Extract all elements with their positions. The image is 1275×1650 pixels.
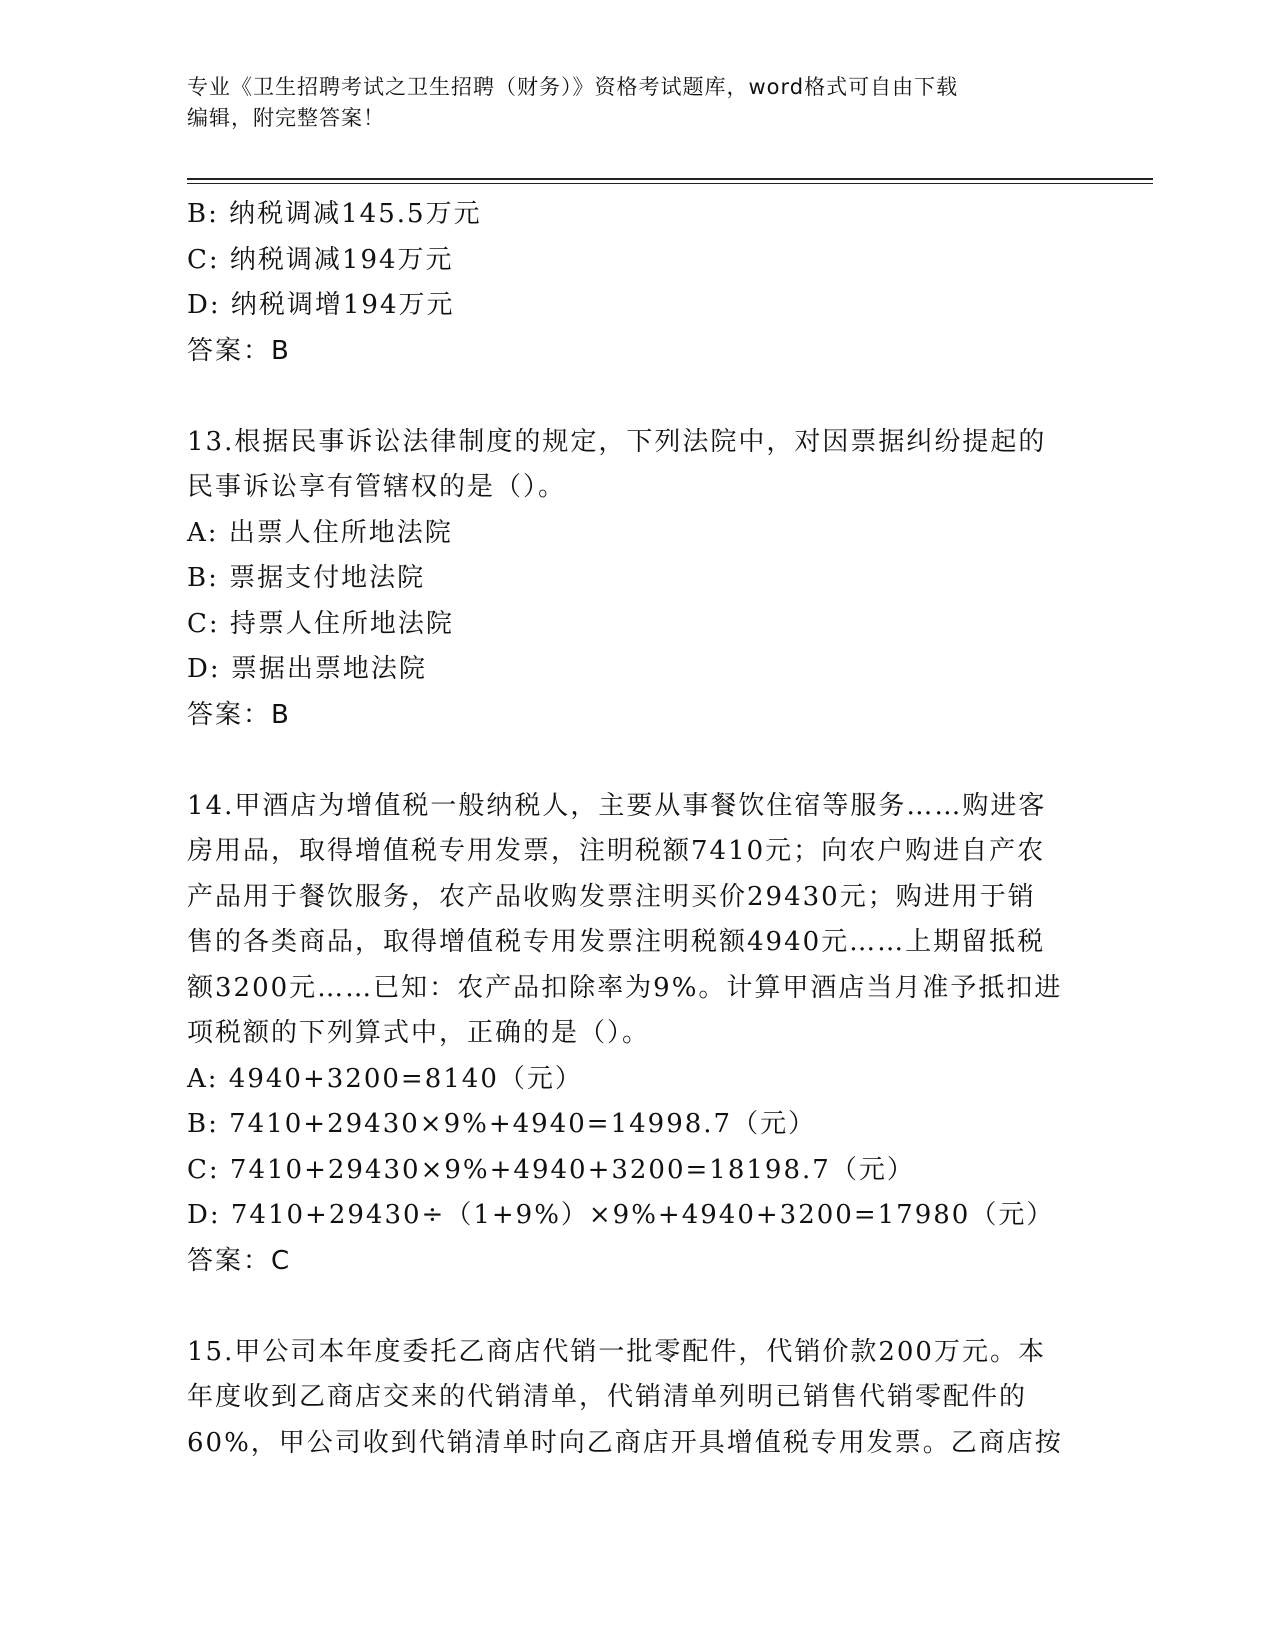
question-text-line: 项税额的下列算式中，正确的是（）。 (187, 1018, 651, 1048)
answer-line: 答案：C (187, 1245, 292, 1276)
option-a: A: 出票人住所地法院 (187, 517, 453, 548)
option-d: D: 纳税调增194万元 (187, 290, 455, 320)
question-text-line: 15.甲公司本年度委托乙商店代销一批零配件，代销价款200万元。本 (187, 1336, 1046, 1367)
question-text-line: 14.甲酒店为增值税一般纳税人，主要从事餐饮住宿等服务……购进客 (187, 790, 1047, 821)
question-15 (187, 1330, 1087, 1467)
spacer (187, 1284, 1087, 1330)
question-text-line: 13.根据民事诉讼法律制度的规定，下列法院中，对因票据纠纷提起的 (187, 426, 1047, 457)
spacer (187, 374, 1087, 420)
header-line-2: 编辑，附完整答案！ (187, 106, 385, 130)
question-14 (187, 784, 1087, 1285)
option-c: C: 7410+29430×9%+4940+3200=18198.7（元） (187, 1154, 915, 1185)
option-b: B: 票据支付地法院 (187, 563, 426, 593)
document-header (187, 72, 1067, 134)
option-d: D: 7410+29430÷（1+9%）×9%+4940+3200=17980（元） (187, 1200, 1055, 1230)
question-text-line: 年度收到乙商店交来的代销清单，代销清单列明已销售代销零配件的 (187, 1382, 1028, 1412)
header-line-1: 专业《卫生招聘考试之卫生招聘（财务）》资格考试题库，word格式可自由下载 (187, 75, 959, 99)
question-text-line: 房用品，取得增值税专用发票，注明税额7410元；向农户购进自产农 (187, 836, 1046, 866)
answer-line: 答案：B (187, 335, 291, 366)
option-d: D: 票据出票地法院 (187, 654, 427, 684)
question-content (187, 192, 1087, 1466)
question-text-line: 额3200元……已知：农产品扣除率为9%。计算甲酒店当月准予抵扣进 (187, 972, 1063, 1003)
option-a: A: 4940+3200=8140（元） (187, 1063, 583, 1094)
question-12 (187, 192, 1087, 374)
question-text-line: 售的各类商品，取得增值税专用发票注明税额4940元……上期留抵税 (187, 927, 1046, 957)
header-divider-thick (187, 178, 1153, 180)
header-divider-thin (187, 183, 1153, 184)
question-text-line: 民事诉讼享有管辖权的是（）。 (187, 472, 567, 502)
option-b: B: 7410+29430×9%+4940=14998.7（元） (187, 1109, 817, 1139)
question-13 (187, 420, 1087, 739)
question-text-line: 60%，甲公司收到代销清单时向乙商店开具增值税专用发票。乙商店按 (187, 1427, 1063, 1458)
option-b: B: 纳税调减145.5万元 (187, 199, 482, 229)
option-c: C: 持票人住所地法院 (187, 608, 454, 639)
answer-line: 答案：B (187, 699, 291, 730)
spacer (187, 738, 1087, 784)
question-text-line: 产品用于餐饮服务，农产品收购发票注明买价29430元；购进用于销 (187, 881, 1036, 912)
option-c: C: 纳税调减194万元 (187, 244, 454, 275)
